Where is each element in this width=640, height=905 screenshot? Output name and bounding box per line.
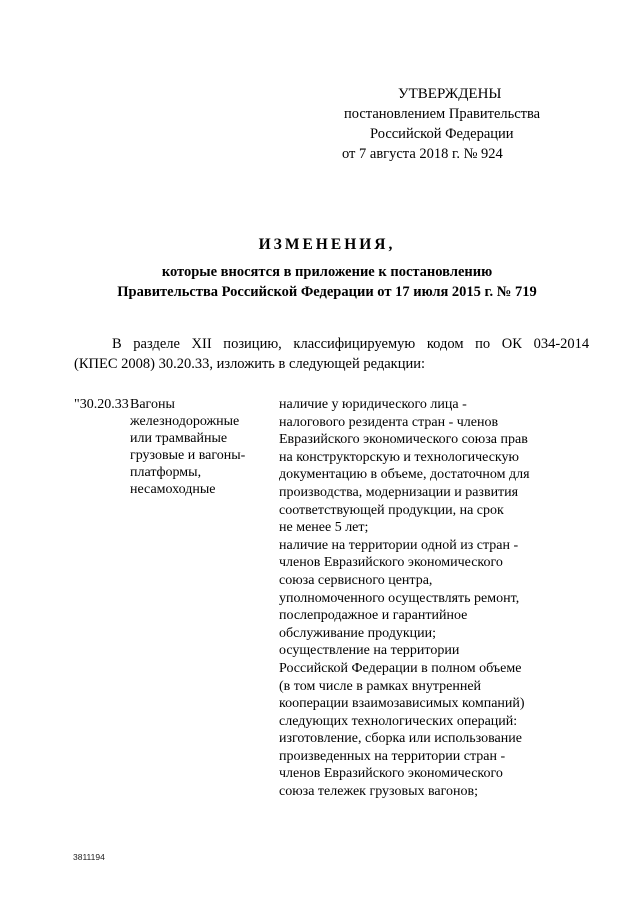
product-name-line: или трамвайные xyxy=(130,431,228,446)
requirement-line: послепродажное и гарантийное xyxy=(279,608,468,624)
requirement-line: Евразийского экономического союза прав xyxy=(279,432,528,448)
requirement-line: кооперации взаимозависимых компаний) xyxy=(279,696,525,712)
document-subtitle xyxy=(0,262,640,302)
requirement-line: налогового резидента стран - членов xyxy=(279,414,499,430)
requirement-line: наличие у юридического лица - xyxy=(279,397,467,412)
document-id: 3811194 xyxy=(73,852,105,862)
requirement-line: обслуживание продукции; xyxy=(279,625,437,641)
requirement-line: наличие на территории одной из стран - xyxy=(279,537,519,553)
requirement-line: (в том числе в рамках внутренней xyxy=(279,678,482,694)
approval-line: постановлением Правительства xyxy=(344,106,541,122)
document-title: ИЗМЕНЕНИЯ, xyxy=(258,236,396,253)
intro-line: В разделе XII позицию, классифицируемую кодом по ОК 034-2014 xyxy=(112,336,590,352)
product-name-line: платформы, xyxy=(130,465,202,480)
requirement-line: изготовление, сборка или использование xyxy=(279,731,522,747)
product-name-line: грузовые и вагоны- xyxy=(130,448,246,463)
product-name xyxy=(130,396,270,498)
requirement-line: уполномоченного осуществлять ремонт, xyxy=(279,590,520,606)
requirements-text xyxy=(279,396,579,801)
requirement-line: Российской Федерации в полном объеме xyxy=(279,660,522,676)
requirement-line: членов Евразийского экономического xyxy=(279,766,503,782)
subtitle-line: Правительства Российской Федерации от 17 июля 2015 г. № 719 xyxy=(117,284,537,300)
approval-date-line: от 7 августа 2018 г. № 924 xyxy=(342,146,503,162)
approval-line: Российской Федерации xyxy=(370,126,514,142)
requirement-line: документацию в объеме, достаточном для xyxy=(279,467,530,483)
requirement-line: членов Евразийского экономического xyxy=(279,555,503,571)
product-name-line: несамоходные xyxy=(130,482,216,497)
requirement-line: произведенных на территории стран - xyxy=(279,748,506,764)
subtitle-line: которые вносятся в приложение к постановлению xyxy=(161,264,493,280)
requirement-line: осуществление на территории xyxy=(279,643,460,659)
requirement-line: на конструкторскую и технологическую xyxy=(279,449,519,465)
intro-line: (КПЕС 2008) 30.20.33, изложить в следующей редакции: xyxy=(74,356,426,372)
approval-block xyxy=(330,84,590,164)
requirement-line: союза тележек грузовых вагонов; xyxy=(279,784,479,800)
requirement-line: соответствующей продукции, на срок xyxy=(279,502,504,518)
requirement-line: следующих технологических операций: xyxy=(279,713,518,729)
product-name-line: Вагоны xyxy=(130,397,175,412)
approval-heading: УТВЕРЖДЕНЫ xyxy=(398,86,502,102)
product-name-line: железнодорожные xyxy=(130,414,240,429)
requirement-line: производства, модернизации и развития xyxy=(279,484,519,500)
classification-code: "30.20.33 xyxy=(74,397,129,412)
intro-paragraph xyxy=(74,334,590,374)
requirement-line: не менее 5 лет; xyxy=(279,520,369,536)
requirement-line: союза сервисного центра, xyxy=(279,572,433,588)
